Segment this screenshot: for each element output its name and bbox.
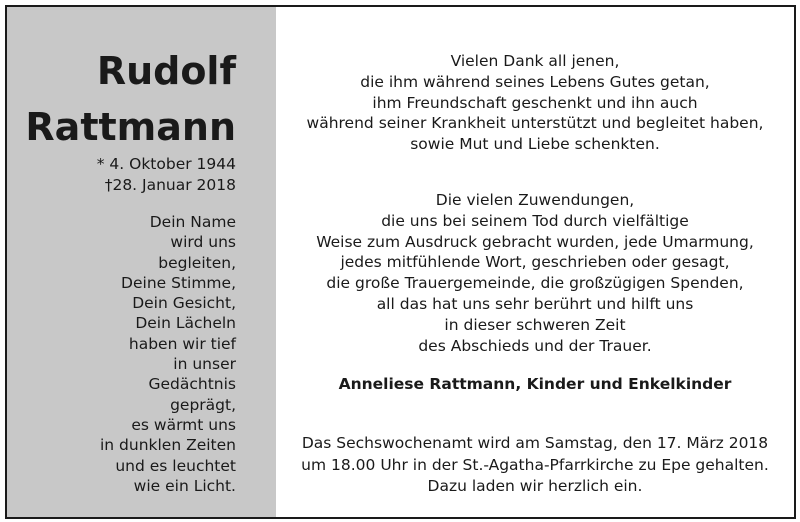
first-name: Rudolf [96, 49, 236, 93]
text-line: all das hat uns sehr berührt und hilft uns [376, 294, 694, 313]
poem-line: wie ein Licht. [133, 476, 236, 495]
text-line: die große Trauergemeinde, die großzügigen Spenden, [326, 274, 744, 293]
text-line: Dazu laden wir herzlich ein. [427, 477, 643, 495]
text-line: Das Sechswochenamt wird am Samstag, den 17. März 2018 [301, 434, 769, 452]
text-line: Die vielen Zuwendungen, [435, 191, 635, 209]
life-dates [97, 154, 236, 196]
poem-line: Gedächtnis [148, 375, 236, 394]
poem-line: wird uns [170, 233, 236, 252]
text-line: sowie Mut und Liebe schenkten. [410, 135, 660, 154]
poem-line: in unser [173, 355, 236, 374]
poem-line: es wärmt uns [131, 415, 236, 434]
text-line: während seiner Krankheit unterstützt und begleitet haben, [306, 114, 764, 133]
text-line: ihm Freundschaft geschenkt und ihn auch [372, 93, 698, 112]
death-date: †28. Januar 2018 [104, 176, 236, 194]
poem-line: begleiten, [158, 253, 236, 272]
deceased-name [25, 43, 236, 155]
text-line: jedes mitfühlende Wort, geschrieben oder gesagt, [340, 253, 730, 272]
thanks-paragraph-1 [276, 51, 794, 155]
poem-line: geprägt, [170, 395, 236, 414]
memorial-poem [100, 212, 236, 496]
text-line: in dieser schweren Zeit [444, 315, 626, 334]
text-line: die uns bei seinem Tod durch vielfältige [381, 211, 689, 230]
thanks-paragraph-2 [276, 190, 794, 356]
poem-line: Dein Name [149, 213, 236, 231]
sidebar-panel [7, 7, 276, 517]
text-line: die ihm während seines Lebens Gutes getan, [360, 72, 710, 91]
poem-line: haben wir tief [128, 334, 236, 353]
poem-line: Dein Gesicht, [132, 294, 236, 313]
service-announcement [276, 433, 794, 498]
obituary-notice [5, 5, 796, 519]
birth-date: * 4. Oktober 1944 [96, 155, 236, 173]
text-line: um 18.00 Uhr in der St.-Agatha-Pfarrkirche zu Epe gehalten. [301, 455, 769, 474]
text-line: des Abschieds und der Trauer. [418, 336, 652, 355]
last-name: Rattmann [25, 105, 236, 149]
poem-line: Dein Lächeln [135, 314, 236, 333]
poem-line: und es leuchtet [115, 456, 236, 475]
family-signature: Anneliese Rattmann, Kinder und Enkelkinder [338, 375, 732, 393]
text-line: Vielen Dank all jenen, [450, 52, 620, 70]
poem-line: Deine Stimme, [121, 273, 236, 292]
poem-line: in dunklen Zeiten [99, 436, 236, 455]
text-line: Weise zum Ausdruck gebracht wurden, jede Umarmung, [316, 232, 754, 251]
main-text-panel [276, 7, 794, 517]
